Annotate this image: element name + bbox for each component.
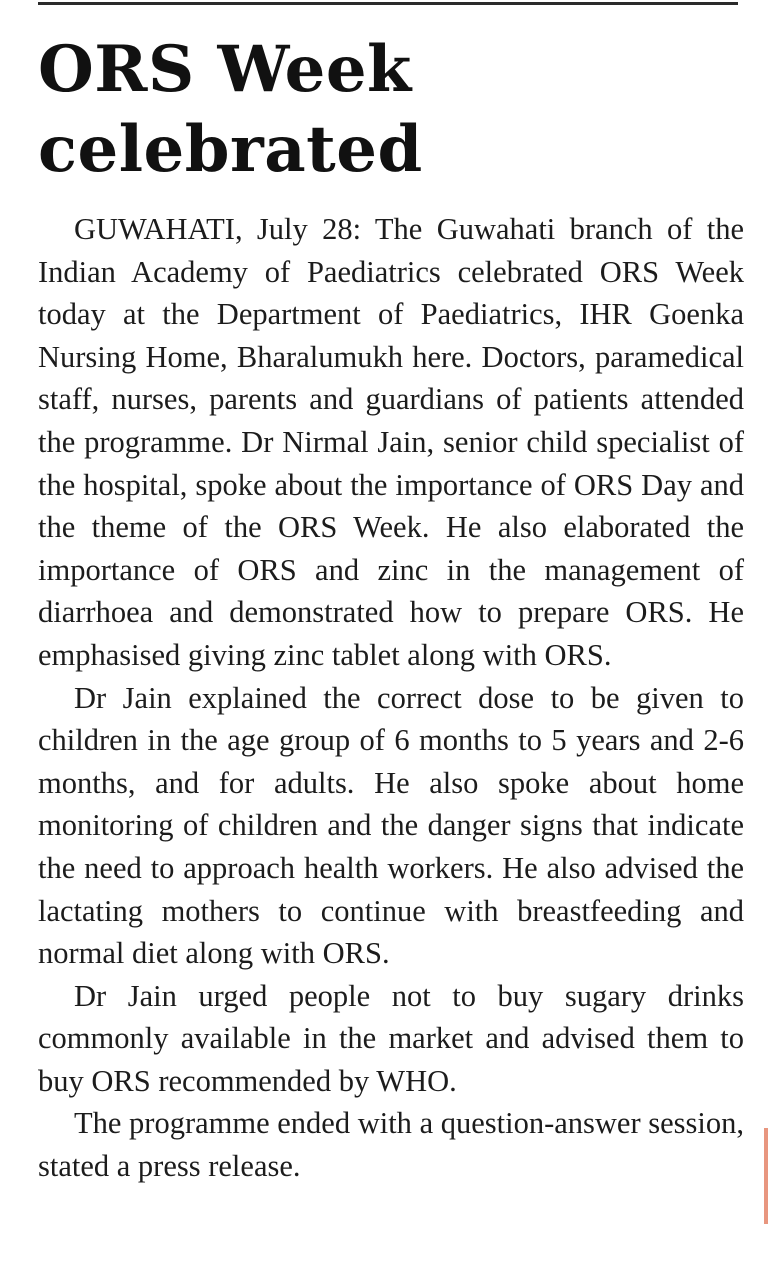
headline (38, 30, 744, 190)
paragraph-1: GUWAHATI, July 28: The Guwahati branch of the Indian Academy of Paediatrics celebrated ORS Week today at the Department of Paediatrics, IHR Goenka Nursing Home, Bharalumukh here. Doctors, paramedical staff, nurses, parents and guardians of patients attended the programme. Dr Nirmal Jain, senior child specialist of the hospital, spoke about the importance of ORS Day and the theme of the ORS Week. He also elaborated the importance of ORS and zinc in the management of diarrhoea and demonstrated how to prepare ORS. He emphasised giving zinc tablet along with ORS. (38, 212, 744, 672)
edge-mark (764, 1128, 768, 1224)
paragraph-4: The programme ended with a question-answer session, stated a press release. (38, 1106, 744, 1184)
paragraph-3: Dr Jain urged people not to buy sugary drinks commonly available in the market and advised them to buy ORS recommended by WHO. (38, 978, 744, 1098)
headline-line-2: celebrated (38, 112, 423, 187)
top-rule (38, 2, 738, 5)
headline-line-1: ORS Week (38, 32, 412, 107)
article-body (38, 208, 744, 1188)
newspaper-clipping (38, 30, 744, 1188)
paragraph-2: Dr Jain explained the correct dose to be given to children in the age group of 6 months to 5 years and 2-6 months, and for adults. He also spoke about home monitoring of children and the danger signs that indicate the need to approach health workers. He also advised the lactating mothers to continue with breastfeeding and normal diet along with ORS. (38, 680, 744, 971)
